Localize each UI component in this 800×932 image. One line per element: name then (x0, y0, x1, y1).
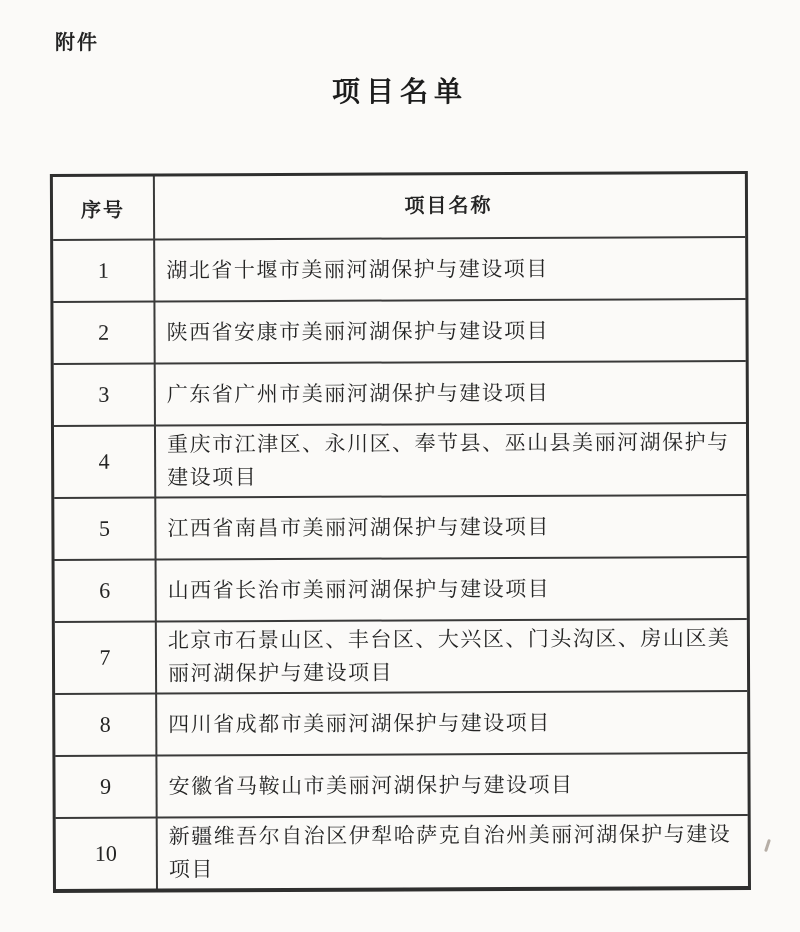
row-number-cell: 9 (55, 757, 157, 817)
project-name-cell: 江西省南昌市美丽河湖保护与建设项目 (167, 514, 550, 540)
table-header-row (53, 174, 745, 239)
table-row (54, 422, 746, 497)
row-number-cell: 8 (55, 695, 157, 755)
table-row (56, 814, 748, 889)
row-number-cell: 3 (54, 365, 156, 425)
table-row (55, 752, 747, 817)
project-name-cell: 重庆市江津区、永川区、奉节县、巫山县美丽河湖保护与建设项目 (166, 430, 730, 490)
table-row (55, 618, 747, 693)
row-number-cell: 5 (54, 499, 156, 559)
attachment-label: 附件 (55, 32, 99, 54)
row-number-cell: 2 (53, 303, 155, 363)
table-row (54, 494, 746, 559)
table-row (53, 236, 745, 301)
row-number-cell: 10 (56, 819, 158, 889)
row-number-cell: 1 (53, 241, 155, 301)
header-cell-serial: 序号 (53, 177, 155, 239)
project-name-cell: 安徽省马鞍山市美丽河湖保护与建设项目 (168, 772, 574, 798)
project-name-cell: 广东省广州市美丽河湖保护与建设项目 (166, 380, 550, 406)
row-number-cell: 7 (55, 623, 157, 693)
table-row (55, 690, 747, 755)
table-row (55, 556, 747, 621)
project-table (50, 171, 751, 893)
table-row (53, 298, 745, 363)
row-number-cell: 6 (55, 561, 157, 621)
scan-artifact-mark (764, 839, 771, 852)
header-cell-project-name: 项目名称 (404, 194, 493, 217)
project-name-cell: 新疆维吾尔自治区伊犁哈萨克自治州美丽河湖保护与建设项目 (168, 822, 732, 882)
table-row (54, 360, 746, 425)
page-title: 项目名单 (331, 77, 468, 108)
project-name-cell: 北京市石景山区、丰台区、大兴区、门头沟区、房山区美丽河湖保护与建设项目 (167, 626, 731, 686)
project-name-cell: 四川省成都市美丽河湖保护与建设项目 (168, 710, 551, 736)
row-number-cell: 4 (54, 427, 156, 497)
project-name-cell: 陕西省安康市美丽河湖保护与建设项目 (166, 318, 550, 344)
project-name-cell: 湖北省十堰市美丽河湖保护与建设项目 (166, 256, 549, 282)
project-name-cell: 山西省长治市美丽河湖保护与建设项目 (167, 576, 551, 602)
